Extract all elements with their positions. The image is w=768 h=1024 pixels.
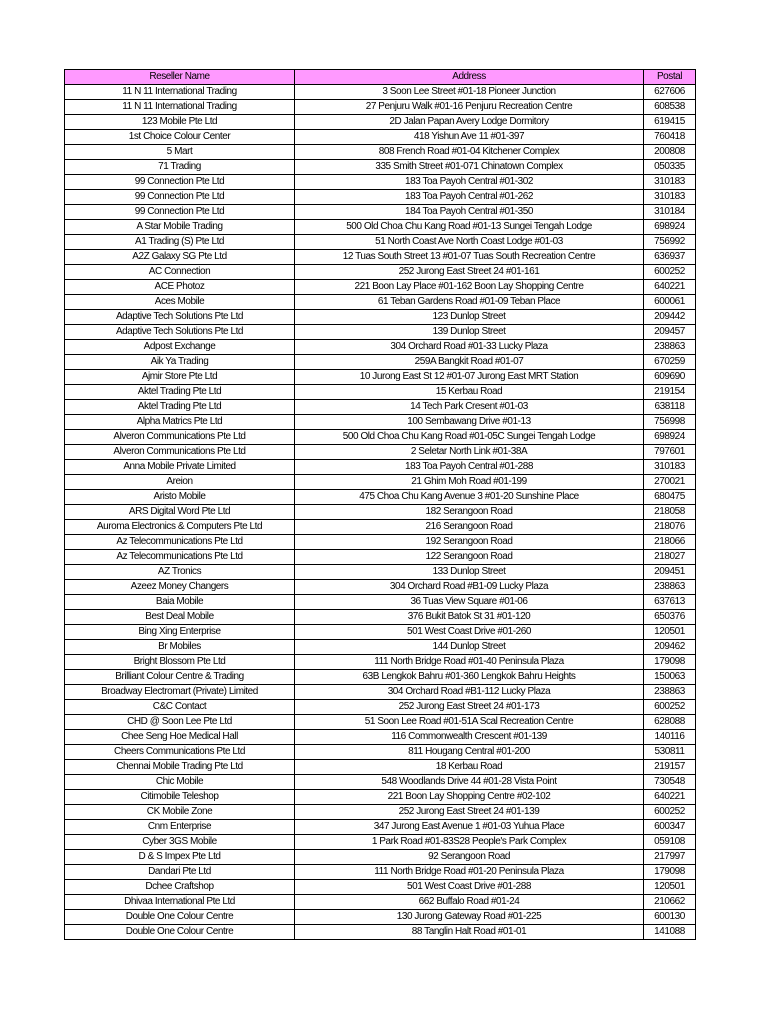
- postal-cell: 238863: [644, 580, 696, 595]
- table-row: [65, 355, 696, 370]
- reseller-name-cell: Broadway Electromart (Private) Limited: [65, 685, 295, 700]
- reseller-name-cell: Aristo Mobile: [65, 490, 295, 505]
- address-cell: 347 Jurong East Avenue 1 #01-03 Yuhua Place: [295, 820, 644, 835]
- postal-cell: 627606: [644, 85, 696, 100]
- table-row: [65, 820, 696, 835]
- postal-cell: 730548: [644, 775, 696, 790]
- reseller-name-cell: Adpost Exchange: [65, 340, 295, 355]
- address-cell: 183 Toa Payoh Central #01-262: [295, 190, 644, 205]
- table-row: [65, 850, 696, 865]
- postal-cell: 141088: [644, 925, 696, 940]
- reseller-name-cell: 71 Trading: [65, 160, 295, 175]
- postal-cell: 608538: [644, 100, 696, 115]
- table-row: [65, 865, 696, 880]
- address-cell: 15 Kerbau Road: [295, 385, 644, 400]
- postal-cell: 050335: [644, 160, 696, 175]
- address-cell: 133 Dunlop Street: [295, 565, 644, 580]
- postal-cell: 756992: [644, 235, 696, 250]
- table-row: [65, 880, 696, 895]
- reseller-name-cell: Double One Colour Centre: [65, 910, 295, 925]
- address-cell: 1 Park Road #01-83S28 People's Park Complex: [295, 835, 644, 850]
- reseller-name-cell: A1 Trading (S) Pte Ltd: [65, 235, 295, 250]
- postal-cell: 628088: [644, 715, 696, 730]
- reseller-name-cell: Brilliant Colour Centre & Trading: [65, 670, 295, 685]
- address-cell: 376 Bukit Batok St 31 #01-120: [295, 610, 644, 625]
- postal-cell: 600252: [644, 805, 696, 820]
- postal-cell: 179098: [644, 865, 696, 880]
- address-cell: 139 Dunlop Street: [295, 325, 644, 340]
- column-header-address: Address: [295, 70, 644, 85]
- table-row: [65, 100, 696, 115]
- table-row: [65, 295, 696, 310]
- address-cell: 811 Hougang Central #01-200: [295, 745, 644, 760]
- postal-cell: 638118: [644, 400, 696, 415]
- reseller-table: [64, 69, 696, 940]
- reseller-name-cell: Aktel Trading Pte Ltd: [65, 400, 295, 415]
- table-row: [65, 760, 696, 775]
- reseller-name-cell: CHD @ Soon Lee Pte Ltd: [65, 715, 295, 730]
- postal-cell: 209457: [644, 325, 696, 340]
- reseller-name-cell: Cheers Communications Pte Ltd: [65, 745, 295, 760]
- table-row: [65, 520, 696, 535]
- address-cell: 259A Bangkit Road #01-07: [295, 355, 644, 370]
- postal-cell: 640221: [644, 280, 696, 295]
- table-row: [65, 445, 696, 460]
- table-row: [65, 505, 696, 520]
- reseller-name-cell: Az Telecommunications Pte Ltd: [65, 535, 295, 550]
- reseller-name-cell: 99 Connection Pte Ltd: [65, 175, 295, 190]
- table-row: [65, 145, 696, 160]
- postal-cell: 179098: [644, 655, 696, 670]
- address-cell: 221 Boon Lay Shopping Centre #02-102: [295, 790, 644, 805]
- address-cell: 501 West Coast Drive #01-288: [295, 880, 644, 895]
- postal-cell: 310183: [644, 190, 696, 205]
- table-row: [65, 205, 696, 220]
- column-header-reseller-name: Reseller Name: [65, 70, 295, 85]
- address-cell: 144 Dunlop Street: [295, 640, 644, 655]
- reseller-name-cell: Cnm Enterprise: [65, 820, 295, 835]
- postal-cell: 218058: [644, 505, 696, 520]
- table-row: [65, 220, 696, 235]
- reseller-name-cell: Anna Mobile Private Limited: [65, 460, 295, 475]
- address-cell: 184 Toa Payoh Central #01-350: [295, 205, 644, 220]
- address-cell: 548 Woodlands Drive 44 #01-28 Vista Point: [295, 775, 644, 790]
- reseller-name-cell: 5 Mart: [65, 145, 295, 160]
- postal-cell: 636937: [644, 250, 696, 265]
- table-row: [65, 745, 696, 760]
- reseller-name-cell: Dandari Pte Ltd: [65, 865, 295, 880]
- postal-cell: 218076: [644, 520, 696, 535]
- table-row: [65, 670, 696, 685]
- reseller-name-cell: D & S Impex Pte Ltd: [65, 850, 295, 865]
- reseller-name-cell: A2Z Galaxy SG Pte Ltd: [65, 250, 295, 265]
- table-row: [65, 160, 696, 175]
- address-cell: 216 Serangoon Road: [295, 520, 644, 535]
- postal-cell: 670259: [644, 355, 696, 370]
- postal-cell: 310183: [644, 175, 696, 190]
- table-row: [65, 565, 696, 580]
- reseller-name-cell: 11 N 11 International Trading: [65, 85, 295, 100]
- reseller-name-cell: 11 N 11 International Trading: [65, 100, 295, 115]
- address-cell: 192 Serangoon Road: [295, 535, 644, 550]
- postal-cell: 209442: [644, 310, 696, 325]
- reseller-name-cell: AZ Tronics: [65, 565, 295, 580]
- reseller-name-cell: Adaptive Tech Solutions Pte Ltd: [65, 325, 295, 340]
- reseller-name-cell: Chee Seng Hoe Medical Hall: [65, 730, 295, 745]
- reseller-name-cell: 99 Connection Pte Ltd: [65, 190, 295, 205]
- postal-cell: 059108: [644, 835, 696, 850]
- postal-cell: 619415: [644, 115, 696, 130]
- table-row: [65, 475, 696, 490]
- table-row: [65, 130, 696, 145]
- address-cell: 21 Ghim Moh Road #01-199: [295, 475, 644, 490]
- address-cell: 116 Commonwealth Crescent #01-139: [295, 730, 644, 745]
- reseller-name-cell: Chennai Mobile Trading Pte Ltd: [65, 760, 295, 775]
- table-row: [65, 535, 696, 550]
- postal-cell: 640221: [644, 790, 696, 805]
- reseller-name-cell: Alveron Communications Pte Ltd: [65, 430, 295, 445]
- table-row: [65, 340, 696, 355]
- postal-cell: 756998: [644, 415, 696, 430]
- table-row: [65, 625, 696, 640]
- table-row: [65, 400, 696, 415]
- postal-cell: 698924: [644, 220, 696, 235]
- address-cell: 92 Serangoon Road: [295, 850, 644, 865]
- reseller-name-cell: Aces Mobile: [65, 295, 295, 310]
- table-row: [65, 250, 696, 265]
- postal-cell: 609690: [644, 370, 696, 385]
- reseller-name-cell: A Star Mobile Trading: [65, 220, 295, 235]
- table-row: [65, 460, 696, 475]
- address-cell: 61 Teban Gardens Road #01-09 Teban Place: [295, 295, 644, 310]
- table-row: [65, 550, 696, 565]
- reseller-name-cell: 123 Mobile Pte Ltd: [65, 115, 295, 130]
- postal-cell: 210662: [644, 895, 696, 910]
- address-cell: 10 Jurong East St 12 #01-07 Jurong East MRT Station: [295, 370, 644, 385]
- table-row: [65, 175, 696, 190]
- table-row: [65, 775, 696, 790]
- address-cell: 2D Jalan Papan Avery Lodge Dormitory: [295, 115, 644, 130]
- address-cell: 36 Tuas View Square #01-06: [295, 595, 644, 610]
- table-row: [65, 280, 696, 295]
- address-cell: 3 Soon Lee Street #01-18 Pioneer Junction: [295, 85, 644, 100]
- table-row: [65, 115, 696, 130]
- table-row: [65, 910, 696, 925]
- table-row: [65, 790, 696, 805]
- reseller-name-cell: Baia Mobile: [65, 595, 295, 610]
- address-cell: 100 Sembawang Drive #01-13: [295, 415, 644, 430]
- address-cell: 304 Orchard Road #01-33 Lucky Plaza: [295, 340, 644, 355]
- table-row: [65, 610, 696, 625]
- address-cell: 14 Tech Park Cresent #01-03: [295, 400, 644, 415]
- address-cell: 123 Dunlop Street: [295, 310, 644, 325]
- address-cell: 221 Boon Lay Place #01-162 Boon Lay Shopping Centre: [295, 280, 644, 295]
- table-row: [65, 640, 696, 655]
- table-row: [65, 235, 696, 250]
- reseller-name-cell: Areion: [65, 475, 295, 490]
- postal-cell: 797601: [644, 445, 696, 460]
- table-row: [65, 655, 696, 670]
- postal-cell: 209462: [644, 640, 696, 655]
- reseller-name-cell: C&C Contact: [65, 700, 295, 715]
- reseller-name-cell: Bright Blossom Pte Ltd: [65, 655, 295, 670]
- address-cell: 500 Old Choa Chu Kang Road #01-13 Sungei Tengah Lodge: [295, 220, 644, 235]
- reseller-name-cell: Double One Colour Centre: [65, 925, 295, 940]
- reseller-name-cell: Br Mobiles: [65, 640, 295, 655]
- reseller-name-cell: Azeez Money Changers: [65, 580, 295, 595]
- reseller-name-cell: CK Mobile Zone: [65, 805, 295, 820]
- table-row: [65, 835, 696, 850]
- postal-cell: 680475: [644, 490, 696, 505]
- postal-cell: 217997: [644, 850, 696, 865]
- reseller-name-cell: Alpha Matrics Pte Ltd: [65, 415, 295, 430]
- reseller-name-cell: Aik Ya Trading: [65, 355, 295, 370]
- address-cell: 12 Tuas South Street 13 #01-07 Tuas South Recreation Centre: [295, 250, 644, 265]
- reseller-name-cell: Alveron Communications Pte Ltd: [65, 445, 295, 460]
- table-row: [65, 925, 696, 940]
- address-cell: 182 Serangoon Road: [295, 505, 644, 520]
- postal-cell: 150063: [644, 670, 696, 685]
- postal-cell: 270021: [644, 475, 696, 490]
- postal-cell: 218066: [644, 535, 696, 550]
- reseller-name-cell: Dhivaa International Pte Ltd: [65, 895, 295, 910]
- postal-cell: 238863: [644, 340, 696, 355]
- address-cell: 51 North Coast Ave North Coast Lodge #01-03: [295, 235, 644, 250]
- address-cell: 122 Serangoon Road: [295, 550, 644, 565]
- reseller-name-cell: ARS Digital Word Pte Ltd: [65, 505, 295, 520]
- address-cell: 51 Soon Lee Road #01-51A Scal Recreation Centre: [295, 715, 644, 730]
- postal-cell: 218027: [644, 550, 696, 565]
- postal-cell: 600061: [644, 295, 696, 310]
- table-row: [65, 700, 696, 715]
- address-cell: 501 West Coast Drive #01-260: [295, 625, 644, 640]
- table-row: [65, 730, 696, 745]
- table-row: [65, 595, 696, 610]
- postal-cell: 209451: [644, 565, 696, 580]
- postal-cell: 600252: [644, 265, 696, 280]
- address-cell: 252 Jurong East Street 24 #01-161: [295, 265, 644, 280]
- postal-cell: 637613: [644, 595, 696, 610]
- postal-cell: 760418: [644, 130, 696, 145]
- address-cell: 418 Yishun Ave 11 #01-397: [295, 130, 644, 145]
- postal-cell: 600252: [644, 700, 696, 715]
- address-cell: 111 North Bridge Road #01-20 Peninsula Plaza: [295, 865, 644, 880]
- postal-cell: 600347: [644, 820, 696, 835]
- address-cell: 808 French Road #01-04 Kitchener Complex: [295, 145, 644, 160]
- reseller-name-cell: ACE Photoz: [65, 280, 295, 295]
- address-cell: 18 Kerbau Road: [295, 760, 644, 775]
- reseller-name-cell: Best Deal Mobile: [65, 610, 295, 625]
- table-row: [65, 580, 696, 595]
- table-row: [65, 325, 696, 340]
- table-row: [65, 85, 696, 100]
- reseller-name-cell: Ajmir Store Pte Ltd: [65, 370, 295, 385]
- reseller-name-cell: Az Telecommunications Pte Ltd: [65, 550, 295, 565]
- reseller-name-cell: Citimobile Teleshop: [65, 790, 295, 805]
- address-cell: 304 Orchard Road #B1-112 Lucky Plaza: [295, 685, 644, 700]
- address-cell: 183 Toa Payoh Central #01-288: [295, 460, 644, 475]
- table-header-row: [65, 70, 696, 85]
- postal-cell: 120501: [644, 880, 696, 895]
- postal-cell: 698924: [644, 430, 696, 445]
- reseller-name-cell: AC Connection: [65, 265, 295, 280]
- postal-cell: 310184: [644, 205, 696, 220]
- address-cell: 662 Buffalo Road #01-24: [295, 895, 644, 910]
- table-row: [65, 805, 696, 820]
- table-row: [65, 370, 696, 385]
- postal-cell: 200808: [644, 145, 696, 160]
- reseller-name-cell: Aktel Trading Pte Ltd: [65, 385, 295, 400]
- table-row: [65, 265, 696, 280]
- reseller-name-cell: Cyber 3GS Mobile: [65, 835, 295, 850]
- address-cell: 252 Jurong East Street 24 #01-139: [295, 805, 644, 820]
- postal-cell: 650376: [644, 610, 696, 625]
- table-row: [65, 415, 696, 430]
- postal-cell: 310183: [644, 460, 696, 475]
- postal-cell: 140116: [644, 730, 696, 745]
- address-cell: 335 Smith Street #01-071 Chinatown Complex: [295, 160, 644, 175]
- postal-cell: 530811: [644, 745, 696, 760]
- address-cell: 304 Orchard Road #B1-09 Lucky Plaza: [295, 580, 644, 595]
- postal-cell: 219157: [644, 760, 696, 775]
- table-row: [65, 715, 696, 730]
- table-row: [65, 385, 696, 400]
- address-cell: 88 Tanglin Halt Road #01-01: [295, 925, 644, 940]
- reseller-name-cell: Auroma Electronics & Computers Pte Ltd: [65, 520, 295, 535]
- address-cell: 2 Seletar North Link #01-38A: [295, 445, 644, 460]
- column-header-postal: Postal: [644, 70, 696, 85]
- table-row: [65, 685, 696, 700]
- table-row: [65, 190, 696, 205]
- table-row: [65, 310, 696, 325]
- postal-cell: 219154: [644, 385, 696, 400]
- reseller-name-cell: Dchee Craftshop: [65, 880, 295, 895]
- postal-cell: 120501: [644, 625, 696, 640]
- reseller-name-cell: Adaptive Tech Solutions Pte Ltd: [65, 310, 295, 325]
- table-row: [65, 430, 696, 445]
- postal-cell: 600130: [644, 910, 696, 925]
- reseller-name-cell: 1st Choice Colour Center: [65, 130, 295, 145]
- table-row: [65, 895, 696, 910]
- address-cell: 63B Lengkok Bahru #01-360 Lengkok Bahru Heights: [295, 670, 644, 685]
- address-cell: 475 Choa Chu Kang Avenue 3 #01-20 Sunshine Place: [295, 490, 644, 505]
- table-body: [65, 85, 696, 940]
- reseller-name-cell: 99 Connection Pte Ltd: [65, 205, 295, 220]
- reseller-name-cell: Bing Xing Enterprise: [65, 625, 295, 640]
- address-cell: 183 Toa Payoh Central #01-302: [295, 175, 644, 190]
- address-cell: 252 Jurong East Street 24 #01-173: [295, 700, 644, 715]
- reseller-name-cell: Chic Mobile: [65, 775, 295, 790]
- table-row: [65, 490, 696, 505]
- address-cell: 27 Penjuru Walk #01-16 Penjuru Recreation Centre: [295, 100, 644, 115]
- address-cell: 111 North Bridge Road #01-40 Peninsula Plaza: [295, 655, 644, 670]
- address-cell: 130 Jurong Gateway Road #01-225: [295, 910, 644, 925]
- address-cell: 500 Old Choa Chu Kang Road #01-05C Sungei Tengah Lodge: [295, 430, 644, 445]
- postal-cell: 238863: [644, 685, 696, 700]
